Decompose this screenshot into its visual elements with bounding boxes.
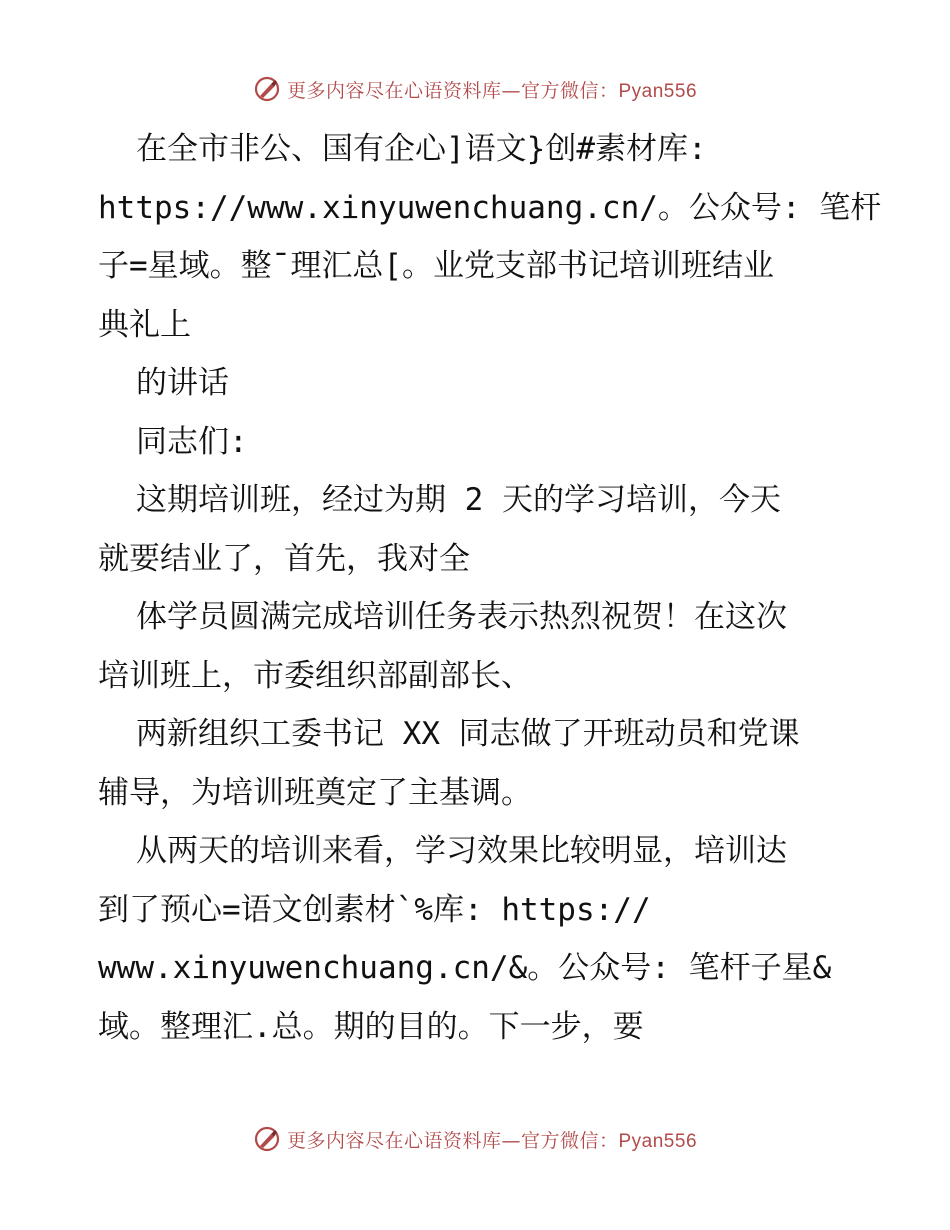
text-line: 体学员圆满完成培训任务表示热烈祝贺！在这次 (136, 599, 787, 635)
text-line: 的讲话 (136, 365, 229, 401)
footer-banner-id: Pyan556 (618, 1130, 698, 1152)
pen-logo-icon (253, 1125, 281, 1153)
text-line: 这期培训班，经过为期 2 天的学习培训，今天 (136, 482, 781, 518)
text-line: 就要结业了，首先，我对全 (98, 540, 470, 577)
header-banner-text: 更多内容尽在心语资料库—官方微信：Pyan556 (286, 79, 698, 102)
pen-logo-icon (253, 75, 281, 103)
text-line: 在全市非公、国有企心]语文}创#素材库: (136, 131, 707, 167)
text-line: 同志们: (136, 423, 248, 460)
header-banner-id: Pyan556 (618, 80, 698, 102)
text-line: 子=星域。整¯理汇总[。业党支部书记培训班结业 (98, 248, 774, 284)
text-line: 到了预心=语文创素材`%库: https:// (98, 891, 651, 928)
text-line: 辅导，为培训班奠定了主基调。 (98, 774, 532, 811)
text-line: 两新组织工委书记 XX 同志做了开班动员和党课 (136, 716, 800, 752)
footer-banner-text: 更多内容尽在心语资料库—官方微信：Pyan556 (286, 1129, 698, 1152)
document-body (98, 120, 882, 1056)
header-banner (0, 72, 950, 106)
text-line: 培训班上，市委组织部副部长、 (98, 657, 532, 694)
text-line: 典礼上 (98, 306, 191, 343)
text-line: 从两天的培训来看，学习效果比较明显，培训达 (136, 833, 787, 869)
text-line: www.xinyuwenchuang.cn/&。公众号: 笔杆子星& (98, 950, 832, 986)
text-line: 域。整理汇.总。期的目的。下一步，要 (98, 1008, 644, 1045)
text-line: https://www.xinyuwenchuang.cn/。公众号: 笔杆 (98, 189, 882, 226)
footer-banner (0, 1122, 950, 1156)
